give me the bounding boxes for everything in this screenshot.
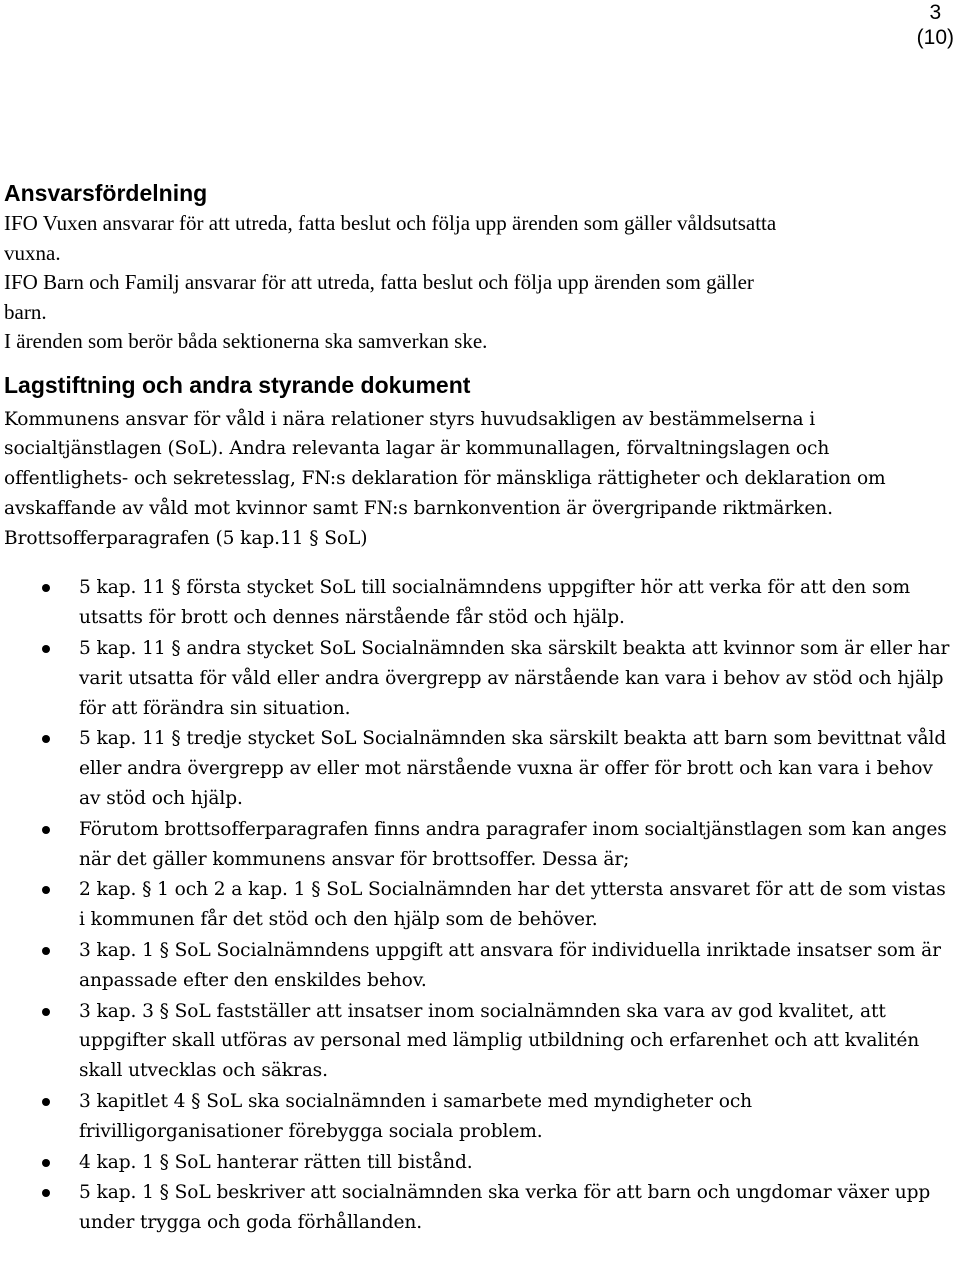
paragraph-line: barn. (4, 299, 47, 324)
list-item (4, 936, 954, 996)
list-item (4, 1087, 954, 1147)
paragraph-line: vuxna. (4, 240, 61, 265)
list-item-text: 3 kap. 1 § SoL Socialnämndens uppgift att ansvara för individuella inriktade insatser som är anpassade efter den enskildes behov. (79, 940, 941, 991)
list-item-text: 5 kap. 1 § SoL beskriver att socialnämnden ska verka för att barn och ungdomar växer upp under trygga och goda förhållanden. (79, 1182, 931, 1234)
bullet-icon (42, 1189, 50, 1197)
bullet-list (4, 573, 954, 1238)
section-heading: Lagstiftning och andra styrande dokument (4, 371, 471, 398)
page-number-total: (10) (916, 26, 954, 49)
list-item (4, 634, 954, 723)
list-item-text: 3 kap. 3 § SoL fastställer att insatser inom socialnämnden ska vara av god kvalitet, att uppgifter skall utföras av personal med lämplig utbildning och erfarenhet och att kvalitén skall utvecklas och säkras. (79, 1000, 920, 1082)
section-ansvarsfordelning (4, 177, 954, 357)
bullet-icon (42, 886, 50, 894)
list-item (4, 573, 954, 633)
bullet-icon (42, 1008, 50, 1016)
list-item (4, 1148, 954, 1178)
list-item (4, 815, 954, 875)
list-item-text: 5 kap. 11 § andra stycket SoL Socialnämnden ska särskilt beakta att kvinnor som är eller har varit utsatta för våld eller andra övergrepp av närstående kan vara i behov av stöd och hjälp för att förändra sin situation. (79, 638, 950, 719)
document-body (4, 177, 954, 1239)
bullet-icon (42, 1098, 50, 1106)
bullet-icon (42, 735, 50, 743)
list-item (4, 997, 954, 1086)
bullet-icon (42, 1159, 50, 1167)
bullet-icon (42, 826, 50, 834)
paragraph-line: IFO Vuxen ansvarar för att utreda, fatta beslut och följa upp ärenden som gäller våldsutsatta (4, 211, 777, 235)
paragraph-line: IFO Barn och Familj ansvarar för att utreda, fatta beslut och följa upp ärenden som gäller (4, 270, 754, 294)
list-item (4, 875, 954, 935)
bullet-icon (42, 947, 50, 955)
list-item-text: 5 kap. 11 § tredje stycket SoL Socialnämnden ska särskilt beakta att barn som bevittnat våld eller andra övergrepp av eller mot närstående vuxna är offer för brott och kan vara i behov av stöd och hjälp. (79, 728, 947, 810)
page-number-current: 3 (929, 1, 942, 24)
list-item (4, 724, 954, 813)
page-number (917, 0, 954, 50)
section-lagstiftning (4, 369, 954, 1239)
list-item-text: 2 kap. § 1 och 2 a kap. 1 § SoL Socialnämnden har det yttersta ansvaret för att de som vistas i kommunen får det stöd och den hjälp som de behöver. (79, 879, 946, 931)
bullet-icon (42, 645, 50, 653)
list-item-text: 4 kap. 1 § SoL hanterar rätten till bistånd. (79, 1151, 473, 1173)
list-item-text: 5 kap. 11 § första stycket SoL till socialnämndens uppgifter hör att verka för att den som utsatts för brott och dennes närstående får stöd och hjälp. (79, 577, 911, 629)
list-item (4, 1178, 954, 1238)
list-item-text: Förutom brottsofferparagrafen finns andra paragrafer inom socialtjänstlagen som kan anges när det gäller kommunens ansvar för brottsoffer. Dessa är; (79, 818, 947, 870)
list-item-text: 3 kapitlet 4 § SoL ska socialnämnden i samarbete med myndigheter och frivilligorganisationer förebygga sociala problem. (79, 1091, 753, 1142)
bullet-icon (42, 584, 50, 592)
subheading: Brottsofferparagrafen (5 kap.11 § SoL) (4, 527, 368, 549)
section-heading: Ansvarsfördelning (4, 180, 208, 206)
body-paragraph: Kommunens ansvar för våld i nära relationer styrs huvudsakligen av bestämmelserna i socialtjänstlagen (SoL). Andra relevanta lagar är kommunallagen, förvaltningslagen och offentlighets- och sekretesslag, FN:s deklaration för mänskliga rättigheter och deklaration om avskaffande av våld mot kvinnor samt FN:s barnkonvention är övergripande riktmärken. (4, 408, 886, 519)
paragraph-line: I ärenden som berör båda sektionerna ska samverkan ske. (4, 329, 488, 353)
